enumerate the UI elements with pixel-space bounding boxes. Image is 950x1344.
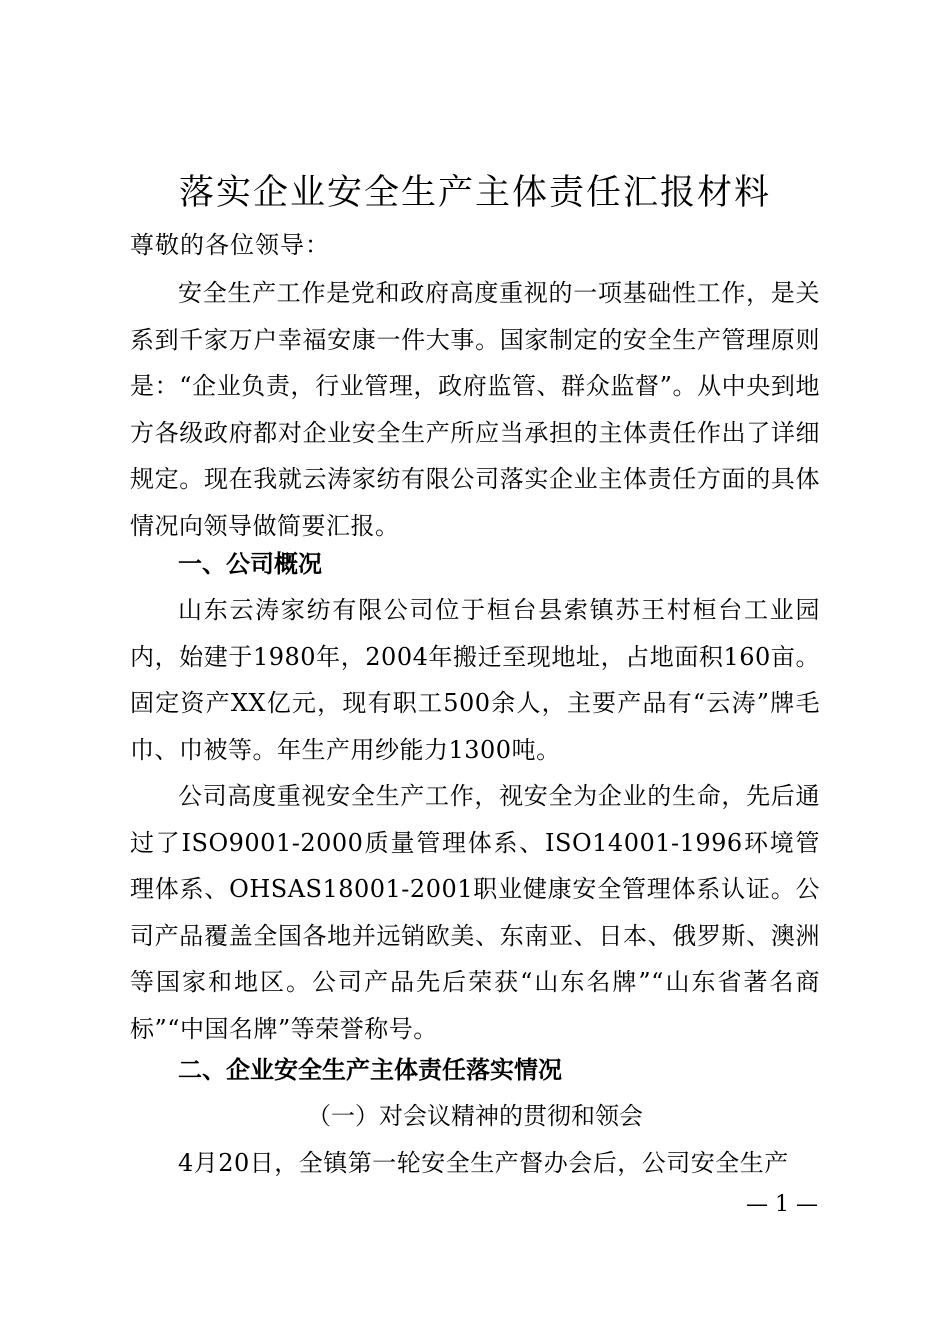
subsection-heading-meeting: （一）对会议精神的贯彻和领会 [307, 1102, 643, 1130]
page-number: — 1 — [746, 1192, 818, 1217]
section-heading-company-overview: 一、公司概况 [178, 550, 322, 578]
salutation: 尊敬的各位领导： [130, 231, 330, 259]
company-overview-paragraph-1: 山东云涛家纺有限公司位于桓台县索镇苏王村桓台工业园内，始建于1980年，2004年搬迁至现地址，占地面积160亩。固定资产XX亿元，现有职工500余人，主要产品有“云涛”牌毛巾、巾被等。年生产用纱能力1300吨。 [130, 596, 820, 764]
document-title: 落实企业安全生产主体责任汇报材料 [178, 173, 771, 213]
section-heading-responsibility: 二、企业安全生产主体责任落实情况 [178, 1056, 562, 1084]
intro-paragraph: 安全生产工作是党和政府高度重视的一项基础性工作，是关系到千家万户幸福安康一件大事。国家制定的安全生产管理原则是：“企业负责，行业管理，政府监管、群众监督”。从中央到地方各级政府都对企业安全生产所应当承担的主体责任作出了详细规定。现在我就云涛家纺有限公司落实企业主体责任方面的具体情况向领导做简要汇报。 [130, 279, 820, 540]
company-overview-paragraph-2: 公司高度重视安全生产工作，视安全为企业的生命，先后通过了ISO9001-2000质量管理体系、ISO14001-1996环境管理体系、OHSAS18001-2001职业健康安全管理体系认证。公司产品覆盖全国各地并远销欧美、东南亚、日本、俄罗斯、澳洲等国家和地区。公司产品先后荣获“山东名牌”“山东省著名商标”“中国名牌”等荣誉称号。 [130, 782, 820, 1043]
responsibility-paragraph-1: 4月20日，全镇第一轮安全生产督办会后，公司安全生产 [178, 1149, 789, 1177]
